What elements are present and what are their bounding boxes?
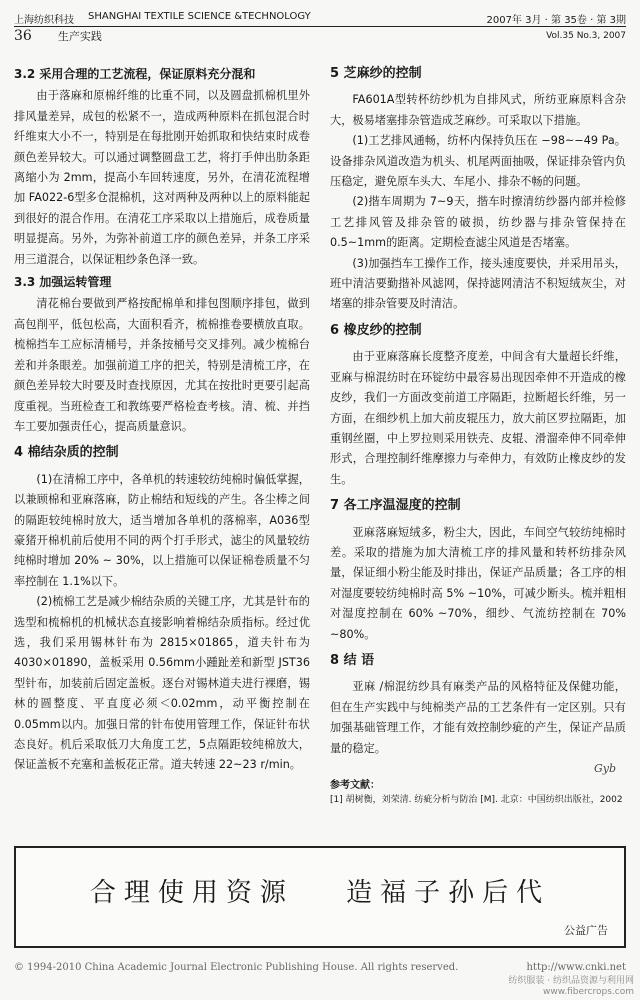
heading-5: 5 芝麻纱的控制 bbox=[330, 66, 422, 81]
sub-header bbox=[14, 26, 626, 46]
heading-3-2: 3.2 采用合理的工艺流程，保证原料充分混和 bbox=[14, 67, 256, 81]
paragraph: (1)工艺排风通畅，纺杯内保持负压在 −98~−49 Pa。设备排杂风道改造为机头、机尾两面抽吸，保证排杂管内负压稳定，避免原车头大、车尾小、排杂不畅的问题。 bbox=[330, 134, 626, 189]
references-label: 参考文献： bbox=[330, 780, 380, 791]
heading-3-3: 3.3 加强运转管理 bbox=[14, 275, 112, 290]
references bbox=[330, 779, 626, 807]
ad-tag: 公益广告 bbox=[564, 924, 608, 937]
public-service-ad bbox=[14, 846, 626, 948]
ad-slogan bbox=[16, 872, 624, 909]
watermark bbox=[508, 976, 634, 998]
copyright-footer bbox=[14, 962, 626, 973]
paragraph: (2)揩车周期为 7~9天，揩车时擦清纺纱器内部并检修工艺排风管及排杂管的破损，纺纱器与排杂管保持在 0.5~1mm的距离。定期检查滤尘风道是否堵塞。 bbox=[330, 195, 626, 250]
right-column bbox=[330, 62, 626, 807]
paragraph: 亚麻落麻短绒多，粉尘大，因此，车间空气较纺纯棉时差。采取的措施为加大清梳工序的排风量和转杯纺排杂风量，保证细小粉尘能及时排出，保证产品质量；各工序的相对湿度要较纺纯棉时高 5% ~10%，可减少断头。梳并粗相对湿度控制在 60% ~70%，细纱、气流纺控制在 70% ~80%。 bbox=[330, 525, 626, 641]
watermark-line-1: 纺织服装 · 纺织品资源与利用网 bbox=[508, 976, 634, 986]
copyright-text: © 1994-2010 China Academic Journal Electronic Publishing House. All rights reserved. bbox=[14, 962, 459, 973]
site-link[interactable]: http://www.cnki.net bbox=[526, 962, 626, 973]
section-title: 生产实践 bbox=[57, 30, 102, 43]
issue-info-en: Vol.35 No.3, 2007 bbox=[546, 31, 626, 41]
heading-7: 7 各工序温湿度的控制 bbox=[330, 498, 461, 514]
paragraph: 由于亚麻落麻长度整齐度差，中间含有大量超长纤维，亚麻与棉混纺时在环锭纺中最容易出现因牵伸不开造成的橡皮纱，我们一方面改变前道工序隔距，拉断超长纤维，另一方面，在细纱机上加大前皮辊压力，放大前区罗拉隔距，加重钢丝圈，中上罗拉则采用铁壳、皮辊、滑溜牵伸不同牵伸形式，合理控制纤维摩擦力与牵伸力，有效防止橡皮纱的发生。 bbox=[330, 350, 626, 486]
issue-info: 2007年 3月 · 第 35卷 · 第 3期 bbox=[486, 15, 626, 26]
end-mark bbox=[330, 759, 626, 775]
ad-slogan-b: 造福子孙后代 bbox=[346, 878, 551, 908]
running-header bbox=[14, 8, 626, 27]
paragraph: (3)加强挡车工操作工作，接头速度要快，并采用吊头，班中清洁要勤揩补风滤网，保持滤网清洁不积短绒灰尘，对堵塞的排杂管要及时清洁。 bbox=[330, 256, 626, 311]
paragraph: 亚麻 /棉混纺纱具有麻类产品的风格特征及保健功能，但在生产实践中与纯棉类产品的工艺条件有一定区别。只有加强基础管理工作，才能有效控制纱疵的产生，保证产品质量的稳定。 bbox=[330, 680, 626, 755]
watermark-line-2: www.fibercrops.com bbox=[543, 987, 634, 997]
left-column bbox=[14, 62, 310, 776]
heading-6: 6 橡皮纱的控制 bbox=[330, 322, 422, 338]
page-number: 36 bbox=[14, 28, 32, 44]
end-mark-logo: Gyb bbox=[593, 762, 616, 775]
paragraph: (1)在清棉工序中，各单机的转速较纺纯棉时偏低掌握，以兼顾棉和亚麻落麻，防止棉结和短线的产生。各尘棒之间的隔距较纯棉时放大，适当增加各单机的落棉率，A036型豪猪开棉机前后使用不同的两个打手形式，滤尘的风量较纺纯棉时增加 20% ~ 30%，以上措施可以保证棉卷质量不匀率控制在 1.1%以下。 bbox=[14, 472, 310, 588]
reference-item: [1] 胡树衡，刘荣清. 纺疵分析与防治 [M]. 北京：中国纺织出版社，2002 bbox=[330, 795, 623, 805]
journal-name-cn: 上海纺织科技 bbox=[14, 15, 74, 26]
heading-4: 4 棉结杂质的控制 bbox=[14, 445, 119, 461]
paragraph: (2)梳棉工艺是减少棉结杂质的关键工序，尤其是针布的选型和梳棉机的机械状态直接影响着棉结杂质指标。经过优选，我们采用锡林针布为 2815×01865，道夫针布为 4030×01890，盖板采用 0.56mm小踵趾差和新型 JST36型针布，加装前后固定盖板。逐台对锡林道夫进行裸磨，锡林的圆整度、平直度必须＜0.02mm，动平衡控制在 0.05mm以内。加强日常的针布使用管理工作，保证针布状态良好。机后采取低刀大角度工艺，5点隔距较纯棉放大，保证盖板不充塞和盖板花正常。道夫转速 22~23 r/min。 bbox=[14, 595, 310, 772]
journal-name-en: SHANGHAI TEXTILE SCIENCE &TECHNOLOGY bbox=[88, 11, 311, 22]
heading-8: 8 结 语 bbox=[330, 652, 375, 668]
paragraph: FA601A型转杯纺纱机为自排风式，所纺亚麻原料含杂大，极易堵塞排杂管造成芝麻纱。可采取以下措施。 bbox=[330, 93, 626, 127]
paragraph: 由于落麻和原棉纤维的比重不同，以及圆盘抓棉机里外排风量差异，成包的松紧不一，造成两种原料在抓包混合时纤维束大小不一，特别是在每批刚开始抓取和快结束时成卷颜色差异较大。可以通过调整圆盘工艺，将打手伸出肋条距离缩小为 2mm，提高小车回转速度，另外，在清花流程增加 FA022-6型多仓混棉机，这对两种及两种以上的原料能起到很好的混合作用。在清花工序采取以上措施后，成卷质量明显提高。另外，为弥补前道工序的颜色差异，并条工序采用三道混合，以保证粗纱条色泽一致。 bbox=[14, 89, 310, 266]
paragraph: 清花棉台要做到严格按配棉单和排包图顺序排包，做到高包削平，低包松高，大面积看齐，梳棉推卷要横放直取。梳棉挡车工应标清桶号，并条按桶号交叉排列。减少梳棉台差和并条眼差。加强前道工序的把关，特别是清梳工序，在颜色差异较大时要及时查找原因，尤其在按批时更要引起高度重视。当班检查工和教练要严格检查考核。清、梳、并挡车工要加强责任心，提高质量意识。 bbox=[14, 297, 310, 433]
ad-slogan-a: 合理使用资源 bbox=[89, 878, 294, 908]
